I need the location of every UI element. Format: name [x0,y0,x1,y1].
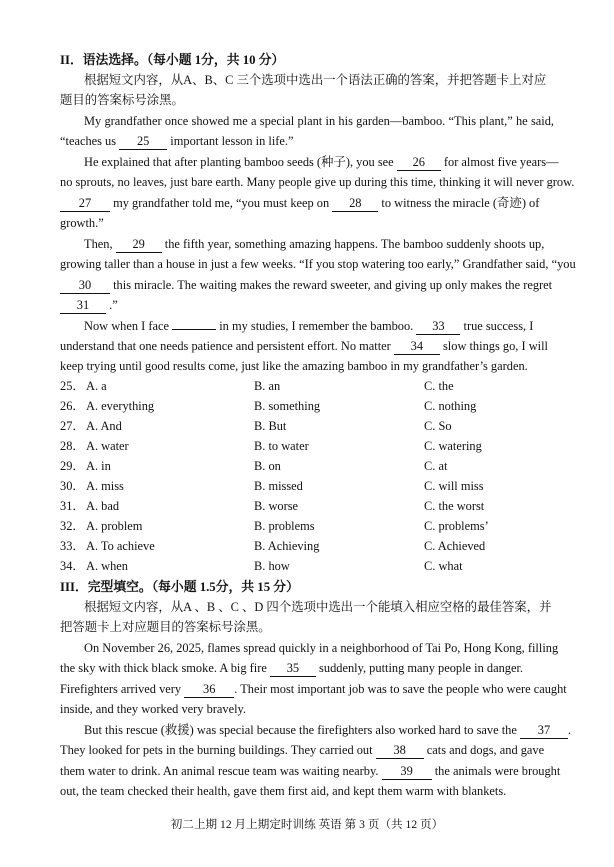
blank-29: 29 [116,237,162,253]
option-b: B. missed [254,479,303,493]
blank-36: 36 [184,682,234,698]
option-b: B. Achieving [254,539,320,553]
option-a: A. everything [86,399,155,413]
blank-28: 28 [332,196,378,212]
passage-line: They looked for pets in the burning buildings. They carried out 38 cats and dogs, and gave [60,743,545,757]
section3-instruction: 根据短文内容，从A 、B 、C 、D 四个选项中选出一个能填入相应空格的最佳答案，并 [84,600,552,614]
passage-line: “teaches us 25 important lesson in life.” [60,134,294,148]
section2-title: II．语法选择。（每小题 1分，共 10 分） [60,53,285,67]
passage-line: On November 26, 2025, flames spread quickly in a neighborhood of Tai Po, Hong Kong, filling [84,641,559,655]
option-b: B. something [254,399,321,413]
passage-line: He explained that after planting bamboo seeds (种子), you see 26 for almost five years— [84,155,559,169]
option-b: B. on [254,459,281,473]
option-c: C. will miss [424,479,484,493]
section3-title: III．完型填空。（每小题 1.5分，共 15 分） [60,580,299,594]
option-c: C. what [424,559,463,573]
option-c: C. problems’ [424,519,489,533]
passage-line: growth.” [60,216,104,230]
option-number: 33． [60,539,85,553]
option-number: 30． [60,479,85,493]
option-b: B. worse [254,499,299,513]
blank-27: 27 [60,196,110,212]
passage-line: But this rescue (救援) was special because the firefighters also worked hard to save the 37 . [84,723,572,737]
passage-line: growing taller than a house in just a few weeks. “If you stop watering too early,” Grandfather said, “you [60,257,576,271]
option-b: B. But [254,419,287,433]
section2-instruction-cont: 题目的答案标号涂黑。 [60,93,184,107]
blank-37: 37 [520,723,568,739]
option-a: A. miss [86,479,124,493]
page-footer: 初二上期 12 月上期定时训练 英语 第 3 页（共 12 页） [170,818,444,831]
passage-line: Then, 29 the fifth year, something amazing happens. The bamboo suddenly shoots up, [84,237,545,251]
option-b: B. how [254,559,290,573]
option-a: A. problem [86,519,143,533]
blank-30: 30 [60,278,110,294]
passage-line: the sky with thick black smoke. A big fire 35 suddenly, putting many people in danger. [60,661,523,675]
blank-32 [172,329,216,330]
passage-line: keep trying until good results come, just like the amazing bamboo in my grandfather’s garden. [60,359,528,373]
passage-line: 30 this miracle. The waiting makes the reward sweeter, and giving up only makes the regret [60,275,554,295]
section3-instruction-cont: 把答题卡上对应题目的答案标号涂黑。 [60,620,271,634]
blank-25: 25 [119,134,167,150]
option-a: A. a [86,379,107,393]
passage-line: inside, and they worked very bravely. [60,702,247,716]
blank-35: 35 [270,661,316,677]
passage-line: understand that one needs patience and persistent effort. No matter 34 slow things go, I will [60,339,548,353]
passage-line: 27 my grandfather told me, “you must keep on 28 to witness the miracle (奇迹) of [60,193,554,213]
option-number: 31． [60,499,85,513]
passage-line: no sprouts, no leaves, just bare earth. Many people give up during this time, thinking it will never grow. [60,175,575,189]
blank-39: 39 [382,764,432,780]
option-c: C. Achieved [424,539,486,553]
option-b: B. an [254,379,281,393]
option-a: A. To achieve [86,539,155,553]
option-number: 28． [60,439,85,453]
option-number: 26． [60,399,85,413]
passage-line: Now when I face in my studies, I remember the bamboo. 33 true success, I [84,319,534,333]
passage-line: My grandfather once showed me a special plant in his garden—bamboo. “This plant,” he said, [84,114,554,128]
passage-line: out, the team checked their health, gave them first aid, and kept them warm with blankets. [60,784,507,798]
option-c: C. the [424,379,454,393]
option-c: C. the worst [424,499,485,513]
option-number: 27． [60,419,85,433]
option-number: 32． [60,519,85,533]
option-number: 34． [60,559,85,573]
option-b: B. problems [254,519,315,533]
option-a: A. bad [86,499,120,513]
passage-line: them water to drink. An animal rescue team was waiting nearby. 39 the animals were brought [60,764,561,778]
option-number: 29． [60,459,85,473]
blank-33: 33 [416,319,460,335]
section2-instruction: 根据短文内容，从A、B、C 三个选项中选出一个语法正确的答案，并把答题卡上对应 [84,73,547,87]
option-a: A. And [86,419,122,433]
option-a: A. in [86,459,111,473]
option-c: C. So [424,419,452,433]
passage-line: 31 .” [60,295,554,315]
blank-34: 34 [394,339,440,355]
option-a: A. when [86,559,128,573]
option-a: A. water [86,439,129,453]
blank-38: 38 [376,743,424,759]
option-number: 25． [60,379,85,393]
passage-line: Firefighters arrived very 36 . Their most important job was to save the people who were caught [60,682,567,696]
option-c: C. at [424,459,448,473]
blank-31: 31 [60,298,106,314]
option-c: C. nothing [424,399,477,413]
option-c: C. watering [424,439,482,453]
blank-26: 26 [397,155,441,171]
option-b: B. to water [254,439,309,453]
